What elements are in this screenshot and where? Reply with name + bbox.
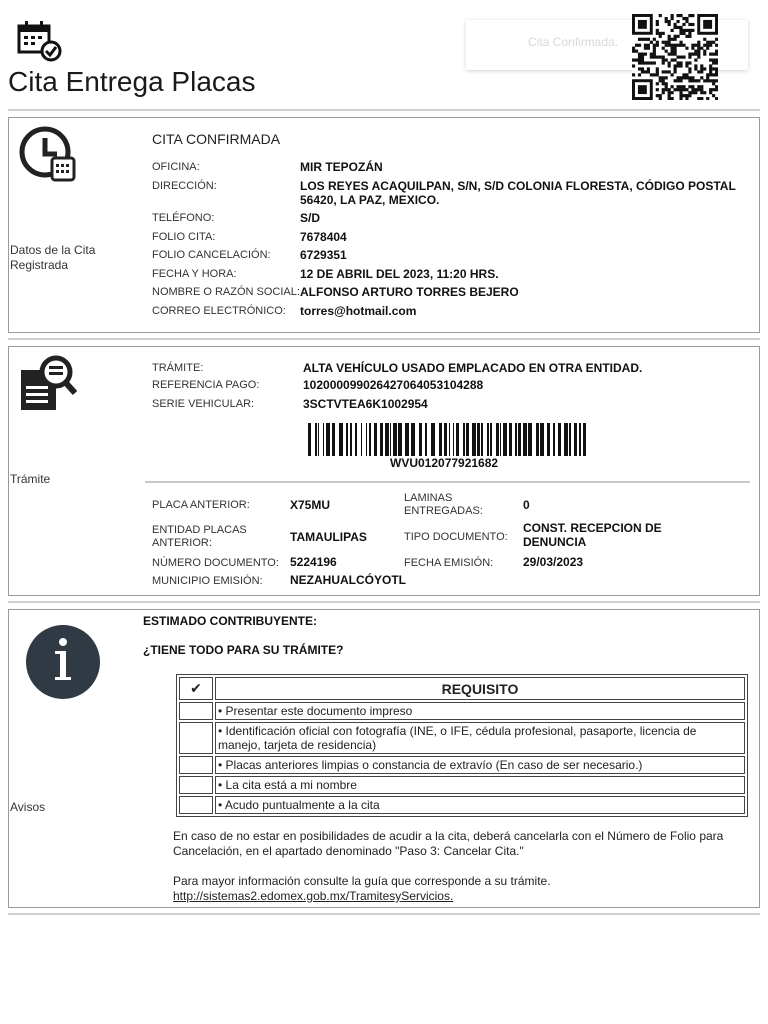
check-cell bbox=[179, 796, 213, 814]
cita-side-label: Datos de la Cita Registrada bbox=[10, 243, 96, 272]
document-search-icon bbox=[18, 352, 78, 412]
tramite-value: ALTA VEHÍCULO USADO EMPLACADO EN OTRA ENTIDAD. bbox=[303, 361, 643, 375]
field-label: REFERENCIA PAGO: bbox=[152, 379, 260, 391]
nombre-value: ALFONSO ARTURO TORRES BEJERO bbox=[300, 285, 519, 299]
requisito-cell: • Presentar este documento impreso bbox=[215, 702, 745, 720]
requisito-cell: • Identificación oficial con fotografía (INE, o IFE, cédula profesional, pasaporte, licencia de manejo, tarjeta de residencia) bbox=[215, 722, 745, 754]
field-label: NÚMERO DOCUMENTO: bbox=[152, 557, 279, 569]
cancel-note: En caso de no estar en posibilidades de acudir a la cita, deberá cancelarla con el Número de Folio para Cancelación, en el apartado denominado "Paso 3: Cancelar Cita." bbox=[173, 829, 724, 858]
field-label: FECHA EMISIÓN: bbox=[404, 557, 494, 569]
requisito-cell: • La cita está a mi nombre bbox=[215, 776, 745, 794]
barcode bbox=[308, 423, 586, 456]
clock-calendar-icon bbox=[18, 124, 78, 184]
field-label: FOLIO CITA: bbox=[152, 231, 216, 243]
check-cell bbox=[179, 776, 213, 794]
field-label: ENTIDAD PLACAS ANTERIOR: bbox=[152, 524, 247, 549]
toast-text: Cita Confirmada. bbox=[528, 35, 619, 49]
avisos-subheading: ¿TIENE TODO PARA SU TRÁMITE? bbox=[143, 643, 344, 657]
divider bbox=[8, 338, 760, 340]
entidad-placas-value: TAMAULIPAS bbox=[290, 530, 367, 544]
requisito-cell: • Acudo puntualmente a la cita bbox=[215, 796, 745, 814]
fecha-hora-value: 12 DE ABRIL DEL 2023, 11:20 HRS. bbox=[300, 267, 499, 281]
table-header-row bbox=[179, 677, 745, 700]
field-label: PLACA ANTERIOR: bbox=[152, 499, 250, 511]
field-label: FOLIO CANCELACIÓN: bbox=[152, 249, 271, 261]
check-cell bbox=[179, 702, 213, 720]
tramites-link[interactable]: http://sistemas2.edomex.gob.mx/TramitesyServicios. bbox=[173, 889, 454, 903]
table-row bbox=[179, 722, 745, 754]
check-cell bbox=[179, 756, 213, 774]
field-label: LAMINAS ENTREGADAS: bbox=[404, 492, 483, 517]
folio-cita-value: 7678404 bbox=[300, 230, 347, 244]
requisitos-table bbox=[176, 674, 748, 817]
municipio-emision-value: NEZAHUALCÓYOTL bbox=[290, 573, 406, 587]
requisito-column-header: REQUISITO bbox=[215, 677, 745, 700]
field-label: TRÁMITE: bbox=[152, 362, 204, 374]
divider bbox=[8, 109, 760, 111]
laminas-value: 0 bbox=[523, 498, 530, 512]
tramite-side-label: Trámite bbox=[10, 472, 51, 486]
field-label: FECHA Y HORA: bbox=[152, 268, 237, 280]
qr-code bbox=[632, 14, 718, 100]
page-title: Cita Entrega Placas bbox=[8, 66, 256, 97]
info-icon bbox=[25, 624, 101, 700]
numero-documento-value: 5224196 bbox=[290, 555, 337, 569]
divider bbox=[8, 601, 760, 603]
check-column-header: ✔ bbox=[179, 677, 213, 700]
field-label: TELÉFONO: bbox=[152, 212, 215, 224]
divider bbox=[145, 481, 750, 483]
barcode-text: WVU012077921682 bbox=[390, 456, 499, 470]
info-note: Para mayor información consulte la guía que corresponde a su trámite. bbox=[173, 874, 551, 888]
avisos-heading: ESTIMADO CONTRIBUYENTE: bbox=[143, 614, 317, 628]
direccion-value: LOS REYES ACAQUILPAN, S/N, S/D COLONIA FLORESTA, CÓDIGO POSTAL 56420, LA PAZ, MEXICO. bbox=[300, 179, 736, 207]
tipo-documento-value: CONST. RECEPCION DE DENUNCIA bbox=[523, 521, 662, 549]
fecha-emision-value: 29/03/2023 bbox=[523, 555, 584, 569]
table-row bbox=[179, 702, 745, 720]
table-row bbox=[179, 776, 745, 794]
field-label: DIRECCIÓN: bbox=[152, 180, 217, 192]
divider bbox=[8, 913, 760, 915]
table-row bbox=[179, 756, 745, 774]
cita-heading: CITA CONFIRMADA bbox=[152, 131, 281, 147]
telefono-value: S/D bbox=[300, 211, 321, 225]
field-label: OFICINA: bbox=[152, 161, 200, 173]
referencia-pago-value: 10200009902642706405310428​8 bbox=[303, 378, 484, 392]
avisos-side-label: Avisos bbox=[10, 800, 46, 814]
requisito-cell: • Placas anteriores limpias o constancia de extravío (En caso de ser necesario.) bbox=[215, 756, 745, 774]
oficina-value: MIR TEPOZÁN bbox=[300, 160, 383, 174]
field-label: NOMBRE O RAZÓN SOCIAL: bbox=[152, 286, 300, 298]
calendar-check-icon bbox=[16, 18, 64, 64]
correo-value: torres@hotmail.com bbox=[300, 304, 417, 318]
field-label: CORREO ELECTRÓNICO: bbox=[152, 305, 286, 317]
table-row bbox=[179, 796, 745, 814]
cita-panel bbox=[8, 117, 760, 333]
placa-anterior-value: X75MU bbox=[290, 498, 331, 512]
field-label: TIPO DOCUMENTO: bbox=[404, 531, 508, 543]
serie-vehicular-value: 3SCTVTEA6K1002954 bbox=[303, 397, 428, 411]
field-label: SERIE VEHICULAR: bbox=[152, 398, 255, 410]
check-cell bbox=[179, 722, 213, 754]
field-label: MUNICIPIO EMISIÓN: bbox=[152, 575, 263, 587]
folio-cancelacion-value: 6729351 bbox=[300, 248, 347, 262]
